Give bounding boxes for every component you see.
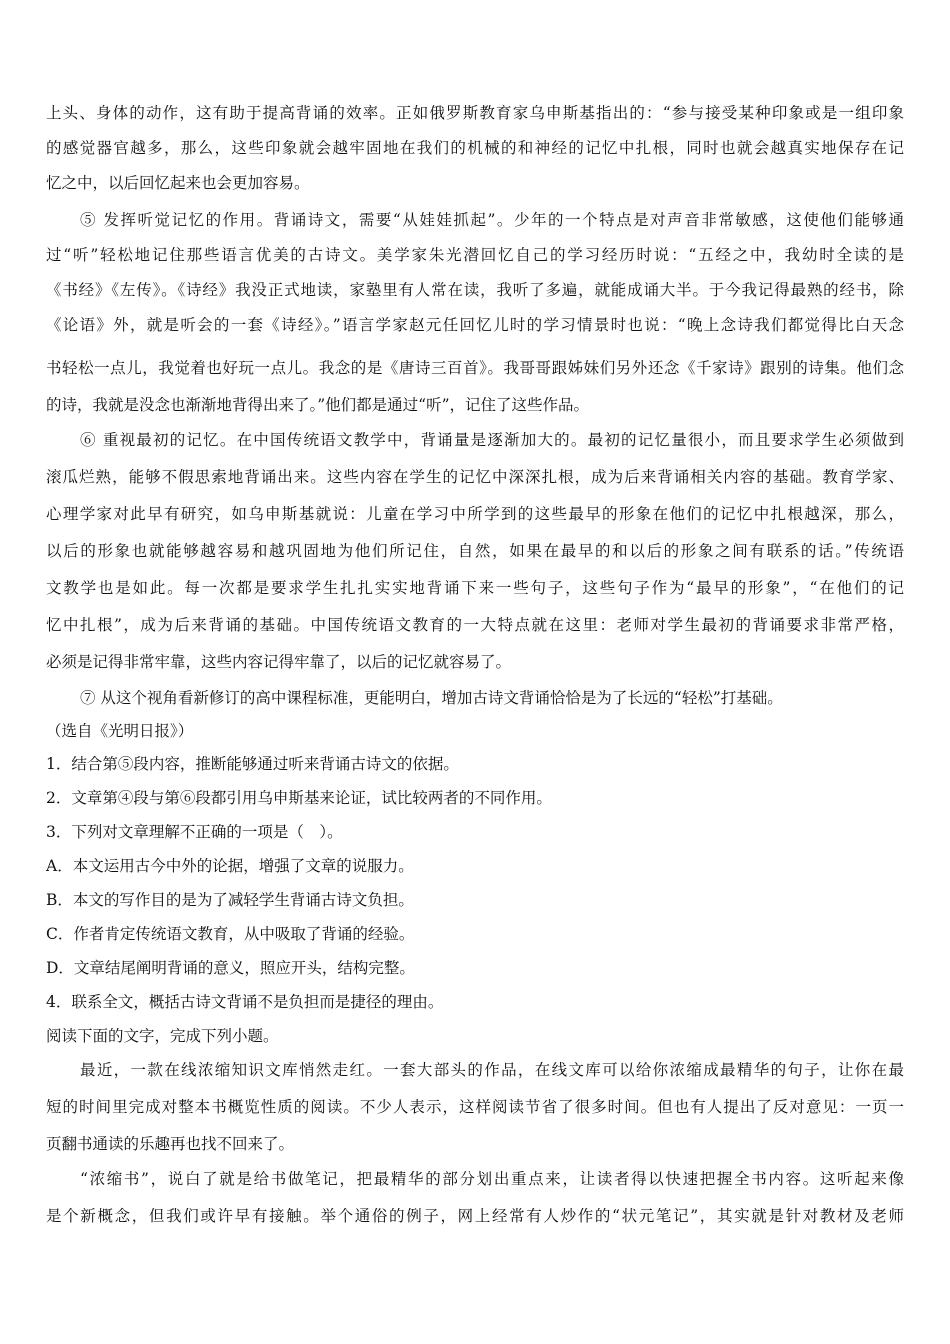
paragraph-5-line: 《论语》外，就是听会的一套《诗经》。”语言学家赵元任回忆儿时的学习情景时也说：“晚上念诗我们都觉得比白天念 [46, 316, 904, 334]
question-4: 4．联系全文，概括古诗文背诵不是负担而是捷径的理由。 [46, 993, 444, 1011]
question-1: 1．结合第⑤段内容，推断能够通过听来背诵古诗文的依据。 [46, 755, 459, 773]
passage-2-line: 短的时间里完成对整本书概览性质的阅读。不少人表示，这样阅读节省了很多时间。但也有人提出了反对意见：一页一 [46, 1098, 904, 1116]
reading-instruction: 阅读下面的文字，完成下列小题。 [46, 1027, 279, 1045]
paragraph-5-line: ⑤ 发挥听觉记忆的作用。背诵诗文，需要“从娃娃抓起”。少年的一个特点是对声音非常敏感，这使他们能够通 [80, 211, 904, 229]
paragraph-6-line: 滚瓜烂熟，能够不假思索地背诵出来。这些内容在学生的记忆中深深扎根，成为后来背诵相关内容的基础。教育学家、 [46, 468, 904, 486]
text-line: 忆之中，以后回忆起来也会更加容易。 [46, 174, 310, 192]
passage-2-line: 是个新概念，但我们或许早有接触。举个通俗的例子，网上经常有人炒作的“状元笔记”，其实就是针对教材及老师 [46, 1207, 904, 1225]
paragraph-6-line: 心理学家对此早有研究，如乌申斯基就说：儿童在学习中所学到的这些最早的形象在他们的记忆中扎根越深，那么， [46, 505, 904, 523]
paragraph-6-line: 忆中扎根”，成为后来背诵的基础。中国传统语文教育的一大特点就在这里：老师对学生最初的背诵要求非常严格， [46, 616, 904, 634]
paragraph-6-line: 文教学也是如此。每一次都是要求学生扎扎实实地背诵下来一些句子，这些句子作为“最早的形象”，“在他们的记 [46, 579, 904, 597]
passage-2-line: “浓缩书”，说白了就是给书做笔记，把最精华的部分划出重点来，让读者得以快速把握全书内容。这听起来像 [80, 1170, 904, 1188]
question-3: 3．下列对文章理解不正确的一项是（ ）。 [46, 823, 343, 841]
paragraph-5-line: 《书经》《左传》。《诗经》我没正式地读，家塾里有人常在读，我听了多遍，就能成诵大半。于今我记得最熟的经书，除 [46, 281, 904, 299]
paragraph-6-line: ⑥ 重视最初的记忆。在中国传统语文教学中，背诵量是逐渐加大的。最初的记忆量很小，而且要求学生必须做到 [80, 431, 904, 449]
passage-2-line: 最近，一款在线浓缩知识文库悄然走红。一套大部头的作品，在线文库可以给你浓缩成最精华的句子，让你在最 [80, 1061, 904, 1079]
paragraph-5-line: 过“听”轻松地记住那些语言优美的古诗文。美学家朱光潜回忆自己的学习经历时说：“五经之中，我幼时全读的是 [46, 246, 904, 264]
paragraph-5-line: 的诗，我就是没念也渐渐地背得出来了。”他们都是通过“听”，记住了这些作品。 [46, 396, 590, 414]
paragraph-6-line: 必须是记得非常牢靠，这些内容记得牢靠了，以后的记忆就容易了。 [46, 653, 512, 671]
source-citation: （选自《光明日报》） [46, 722, 194, 740]
text-line: 的感觉器官越多，那么，这些印象就会越牢固地在我们的机械的和神经的记忆中扎根，同时也就会越真实地保存在记 [46, 139, 904, 157]
question-2: 2．文章第④段与第⑥段都引用乌申斯基来论证，试比较两者的不同作用。 [46, 789, 552, 807]
paragraph-6-line: 以后的形象也就能够越容易和越巩固地为他们所记住，自然，如果在最早的和以后的形象之间有联系的话。”传统语 [46, 542, 904, 560]
paragraph-5-line: 书轻松一点儿，我觉着也好玩一点儿。我念的是《唐诗三百首》。我哥哥跟姊妹们另外还念《千家诗》跟别的诗集。他们念 [46, 359, 904, 377]
option-c: C．作者肯定传统语文教育，从中吸取了背诵的经验。 [46, 925, 415, 943]
option-b: B．本文的写作目的是为了减轻学生背诵古诗文负担。 [46, 891, 414, 909]
option-d: D．文章结尾阐明背诵的意义，照应开头，结构完整。 [46, 959, 415, 977]
text-line: 上头、身体的动作，这有助于提高背诵的效率。正如俄罗斯教育家乌申斯基指出的：“参与接受某种印象或是一组印象 [46, 104, 904, 122]
passage-2-line: 页翻书通读的乐趣再也找不回来了。 [46, 1135, 295, 1153]
paragraph-7: ⑦ 从这个视角看新修订的高中课程标准，更能明白，增加古诗文背诵恰恰是为了长远的“轻松”打基础。 [80, 689, 783, 707]
option-a: A．本文运用古今中外的论据，增强了文章的说服力。 [46, 857, 414, 875]
